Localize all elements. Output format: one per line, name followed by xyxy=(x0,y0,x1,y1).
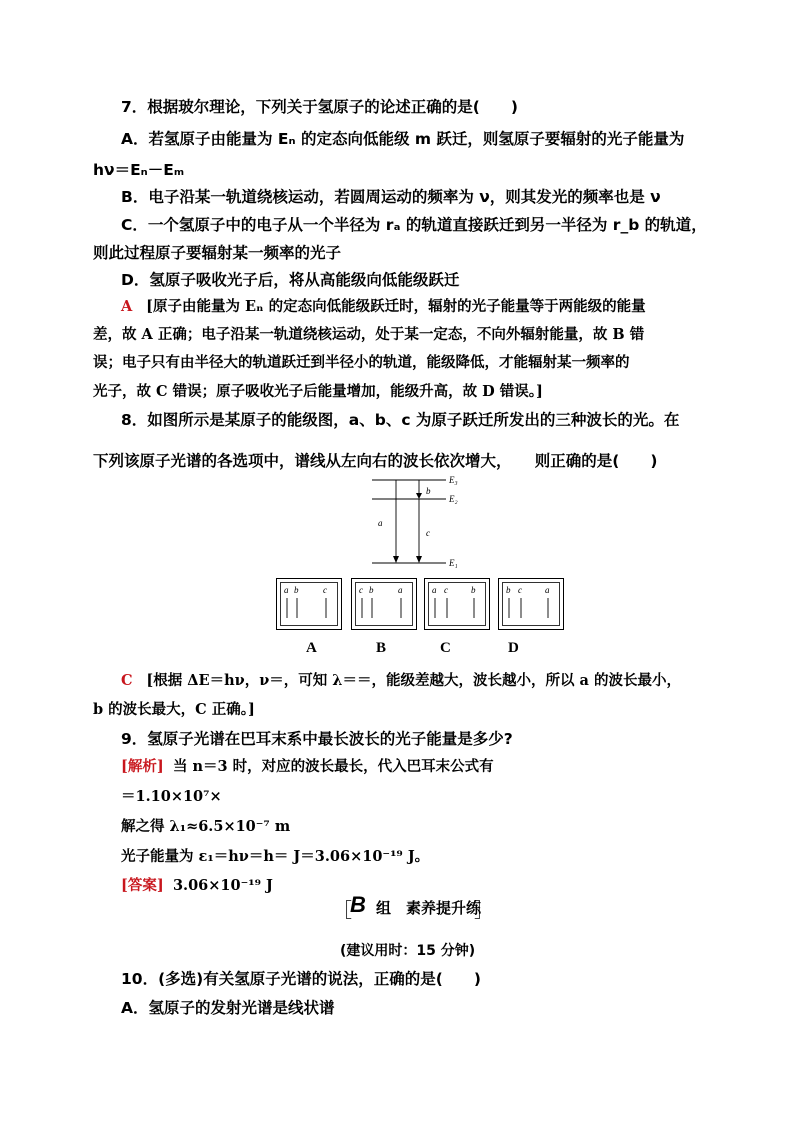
spectrum-option-d-box xyxy=(498,578,568,634)
level-e3-label: E₃ xyxy=(449,475,458,485)
spectrum-b-label-1: c xyxy=(359,585,363,595)
level-e1-label: E₁ xyxy=(449,558,458,568)
spectrum-letter-b: B xyxy=(376,640,387,656)
q9-analysis-line3: 解之得 λ₁≈6.5×10⁻⁷ m xyxy=(121,818,291,835)
q10-stem: 10．(多选)有关氢原子光谱的说法，正确的是( ) xyxy=(121,970,481,988)
group-b-letter: B xyxy=(350,892,366,917)
spectrum-a-label-2: b xyxy=(294,585,299,595)
spectrum-c-label-2: c xyxy=(444,585,448,595)
spectrum-letter-a: A xyxy=(306,640,317,656)
q7-analysis-line3: 误；电子只有由半径大的轨道跃迁到半径小的轨道，能级降低，才能辐射某一频率的 xyxy=(93,354,630,371)
q8-answer: C xyxy=(121,672,133,689)
q8-analysis-line2: b 的波长最大，C 正确。] xyxy=(93,701,255,718)
group-b-bracket-close: ］ xyxy=(474,898,494,922)
transition-b-label: b xyxy=(426,486,431,496)
transition-c-label: c xyxy=(426,528,430,538)
group-b-text: 组 素养提升练 xyxy=(376,899,482,917)
q7-option-c-line2: 则此过程原子要辐射某一频率的光子 xyxy=(93,244,342,262)
group-b-bracket-open: ［ xyxy=(332,898,352,922)
spectrum-c-label-1: a xyxy=(432,585,437,595)
energy-level-diagram xyxy=(340,468,480,574)
q9-analysis-line4: 光子能量为 ε₁＝hν＝h＝ J＝3.06×10⁻¹⁹ J。 xyxy=(121,848,430,865)
q8-analysis-line1 xyxy=(121,669,681,690)
q7-analysis-line1 xyxy=(121,295,646,316)
spectrum-option-b xyxy=(352,579,417,630)
group-b-title xyxy=(332,892,494,922)
q7-option-c-line1: C．一个氢原子中的电子从一个半径为 rₐ 的轨道直接跃迁到另一半径为 r_b 的轨道， xyxy=(121,216,707,234)
transition-a-label: a xyxy=(378,518,383,528)
q9-analysis-line2: ＝1.10×10⁷× xyxy=(121,788,222,805)
group-b-time: (建议用时：15 分钟) xyxy=(340,943,476,959)
q7-stem: 7．根据玻尔理论，下列关于氢原子的论述正确的是( ) xyxy=(121,98,518,116)
spectrum-a-label-1: a xyxy=(284,585,289,595)
q7-answer: A xyxy=(121,298,133,315)
spectrum-option-c xyxy=(425,579,490,630)
q7-analysis-line2: 差，故 A 正确；电子沿某一轨道绕核运动，处于某一定态，不向外辐射能量，故 B 错 xyxy=(93,326,645,343)
q8-stem-line2: 下列该原子光谱的各选项中，谱线从左向右的波长依次增大， 则正确的是( ) xyxy=(93,452,658,470)
q9-stem: 9．氢原子光谱在巴耳末系中最长波长的光子能量是多少? xyxy=(121,730,513,748)
q8-analysis-text1: [根据 ΔE＝hν，ν＝，可知 λ＝＝，能级差越大，波长越小，所以 a 的波长最小， xyxy=(146,672,681,689)
spectrum-d-label-3: a xyxy=(545,585,550,595)
q8-stem-line1: 8．如图所示是某原子的能级图，a、b、c 为原子跃迁所发出的三种波长的光。在 xyxy=(121,411,680,429)
spectrum-b-label-3: a xyxy=(398,585,403,595)
spectrum-a-label-3: c xyxy=(323,585,327,595)
spectrum-letter-d: D xyxy=(508,640,519,656)
q10-option-a: A．氢原子的发射光谱是线状谱 xyxy=(121,999,335,1017)
level-e2-label: E₂ xyxy=(449,494,458,504)
spectrum-c-label-3: b xyxy=(471,585,476,595)
q9-analysis-line1 xyxy=(121,755,494,776)
q7-analysis-text1: [原子由能量为 Eₙ 的定态向低能级跃迁时，辐射的光子能量等于两能级的能量 xyxy=(146,298,646,315)
spectrum-b-label-2: b xyxy=(369,585,374,595)
q9-jiexi-label: [解析] xyxy=(121,758,164,775)
spectrum-option-a xyxy=(277,579,342,630)
q9-answer-label: [答案] xyxy=(121,877,164,894)
q7-analysis-line4: 光子，故 C 错误；原子吸收光子后能量增加，能级升高，故 D 错误。] xyxy=(93,383,543,400)
q7-option-a-line1: A．若氢原子由能量为 Eₙ 的定态向低能级 m 跃迁，则氢原子要辐射的光子能量为 xyxy=(121,130,685,148)
spectrum-d-label-2: c xyxy=(518,585,522,595)
q9-answer-line xyxy=(121,874,273,895)
spectrum-d-label-1: b xyxy=(506,585,511,595)
q7-option-d: D．氢原子吸收光子后，将从高能级向低能级跃迁 xyxy=(121,271,460,289)
q9-answer-value: 3.06×10⁻¹⁹ J xyxy=(172,877,273,894)
q7-option-b: B．电子沿某一轨道绕核运动，若圆周运动的频率为 ν，则其发光的频率也是 ν xyxy=(121,188,661,206)
q7-option-a-line2: hν＝Eₙ－Eₘ xyxy=(93,161,185,179)
spectrum-letter-c: C xyxy=(440,640,451,656)
q9-analysis-text1: 当 n＝3 时，对应的波长最长，代入巴耳末公式有 xyxy=(172,758,494,775)
